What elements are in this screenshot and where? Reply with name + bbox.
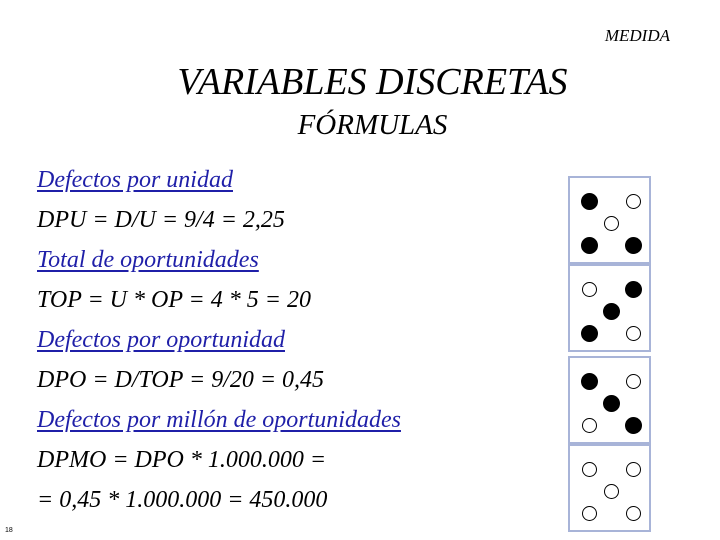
dpo-heading: Defectos por oportunidad	[37, 327, 285, 353]
page-number: 18	[5, 527, 13, 534]
opportunity-dot-bottom-left	[582, 418, 597, 433]
opportunity-dot-center	[604, 216, 619, 231]
defect-dot-top-left	[581, 373, 598, 390]
dpu-heading: Defectos por unidad	[37, 167, 233, 193]
formula-list	[37, 160, 557, 520]
page-subtitle: FÓRMULAS	[297, 109, 448, 141]
unit-box-1	[568, 176, 651, 264]
defect-dot-center	[603, 303, 620, 320]
opportunity-dot-bottom-left	[582, 506, 597, 521]
defect-dot-top-right	[625, 281, 642, 298]
page-title: VARIABLES DISCRETAS	[177, 61, 568, 103]
opportunity-dot-top-left	[582, 462, 597, 477]
dpmo-formula-line-1: DPMO = DPO * 1.000.000 =	[37, 447, 327, 473]
defect-dot-bottom-left	[581, 325, 598, 342]
defect-dot-bottom-left	[581, 237, 598, 254]
section-tag: MEDIDA	[604, 26, 670, 45]
opportunity-dot-center	[604, 484, 619, 499]
defect-dot-bottom-right	[625, 417, 642, 434]
defect-dot-center	[603, 395, 620, 412]
dpmo-heading: Defectos por millón de oportunidades	[37, 407, 401, 433]
opportunity-dot-top-right	[626, 374, 641, 389]
opportunity-dot-top-left	[582, 282, 597, 297]
dpo-formula: DPO = D/TOP = 9/20 = 0,45	[37, 367, 325, 393]
opportunity-dot-bottom-right	[626, 506, 641, 521]
top-heading: Total de oportunidades	[37, 247, 259, 273]
top-formula: TOP = U * OP = 4 * 5 = 20	[37, 287, 311, 313]
unit-box-2	[568, 264, 651, 352]
dpmo-formula-line-2: = 0,45 * 1.000.000 = 450.000	[37, 487, 328, 513]
opportunity-dot-top-right	[626, 462, 641, 477]
defect-dot-bottom-right	[625, 237, 642, 254]
opportunity-dot-bottom-right	[626, 326, 641, 341]
unit-box-4	[568, 444, 651, 532]
unit-box-3	[568, 356, 651, 444]
opportunity-dot-top-right	[626, 194, 641, 209]
defect-dot-top-left	[581, 193, 598, 210]
dpu-formula: DPU = D/U = 9/4 = 2,25	[37, 207, 285, 233]
